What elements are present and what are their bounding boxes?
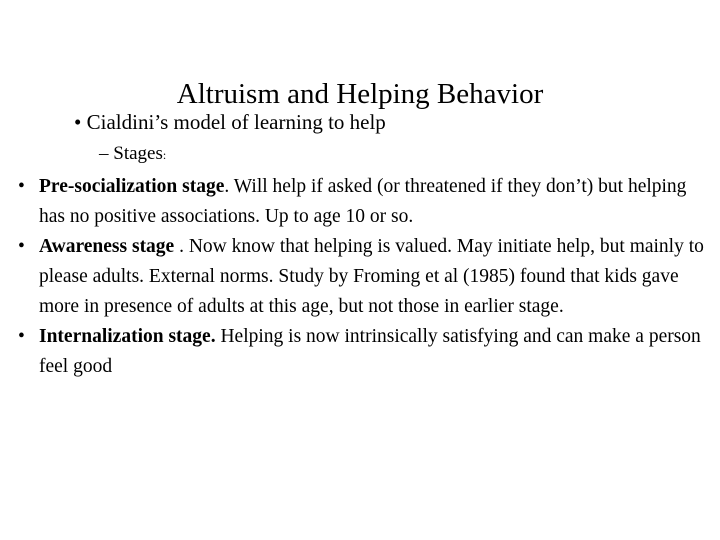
stage-list xyxy=(18,172,708,382)
stages-colon: : xyxy=(162,148,167,162)
stage-item-awareness xyxy=(18,232,708,322)
stage-item-internalization xyxy=(18,322,708,382)
stages-label: Stages xyxy=(113,143,163,164)
stages-dash: – xyxy=(99,143,109,164)
bullet-glyph: • xyxy=(18,326,25,347)
subtitle-bullet: • xyxy=(74,110,82,134)
stages-line xyxy=(99,141,166,168)
stage-term: Awareness stage xyxy=(39,236,175,257)
slide-title: Altruism and Helping Behavior xyxy=(176,78,544,110)
bullet-glyph: • xyxy=(18,236,25,257)
stage-description: . Will help if asked (or threatened if they don’t) but helping has no positive associations. Up to age 10 or so. xyxy=(39,176,687,227)
stage-term: Internalization stage. xyxy=(39,326,216,347)
stage-term: Pre-socialization stage xyxy=(39,176,225,197)
stage-description: Helping is now intrinsically satisfying and can make a person feel good xyxy=(39,326,701,377)
bullet-glyph: • xyxy=(18,176,25,197)
stage-description: . Now know that helping is valued. May initiate help, but mainly to please adults. External norms. Study by Froming et al (1985) found that kids gave more in presence of adults at this age, but not those in earlier stage. xyxy=(39,236,704,317)
subtitle-text: Cialdini’s model of learning to help xyxy=(86,110,386,134)
subtitle-line xyxy=(74,108,386,136)
stage-item-presocialization xyxy=(18,172,708,232)
